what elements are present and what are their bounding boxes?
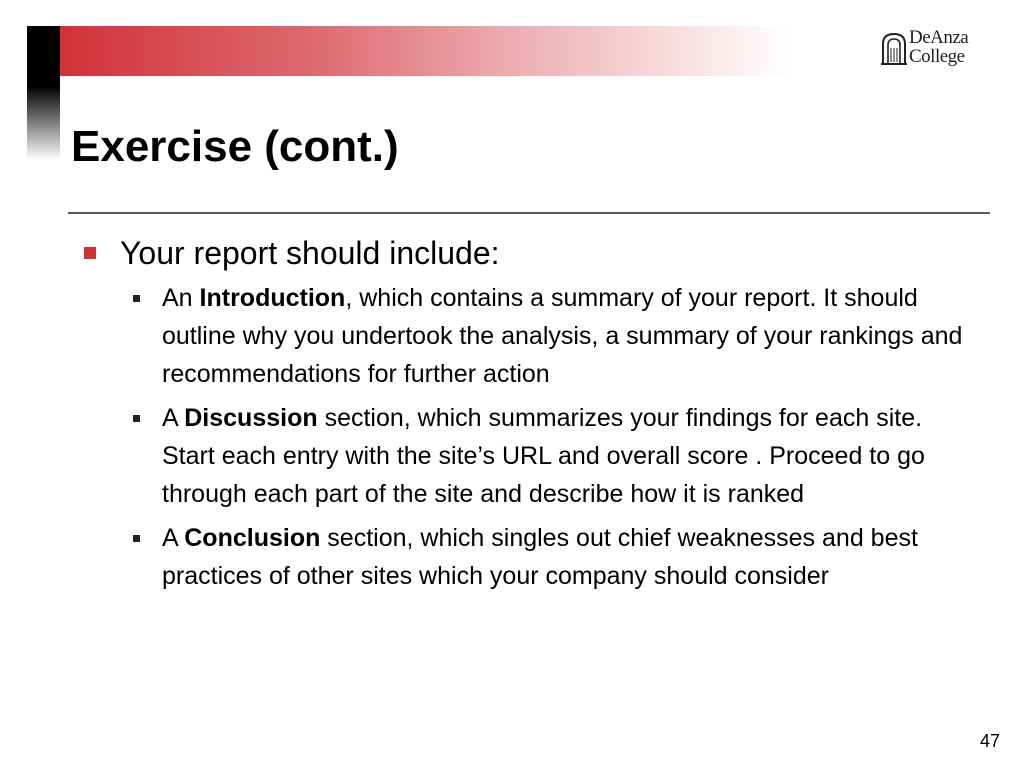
slide-title: Exercise (cont.) [71, 122, 399, 171]
bullet-description: section, which summarizes your findings for each site. Start each entry with the site’s URL and overall score . Proceed to go through each part of the site and describe how it is ranked [162, 404, 925, 508]
main-bullet-text: Your report should include: [120, 235, 500, 271]
main-bullet [80, 231, 990, 275]
bullet-prefix: A [162, 524, 185, 552]
bullet-prefix: An [162, 284, 200, 312]
slide-body [80, 231, 990, 601]
small-square-bullet-icon [133, 295, 140, 302]
title-divider [68, 212, 990, 214]
square-bullet-icon [84, 247, 96, 259]
bullet-keyword: Discussion [184, 404, 318, 432]
bullet-keyword: Conclusion [184, 524, 321, 552]
sub-bullet-introduction [80, 279, 972, 393]
small-square-bullet-icon [133, 415, 140, 422]
sub-bullet-discussion [80, 399, 972, 513]
bullet-prefix: A [162, 404, 185, 432]
logo-wordmark [909, 28, 968, 66]
sub-bullet-list [80, 279, 990, 595]
logo-line-2: College [909, 46, 965, 67]
bullet-keyword: Introduction [199, 284, 346, 312]
bullet-description: section, which singles out chief weaknesses and best practices of other sites which your company should consider [162, 524, 918, 590]
building-icon [880, 30, 908, 66]
sub-bullet-conclusion [80, 519, 972, 595]
bullet-description: , which contains a summary of your report. It should outline why you undertook the analysis, a summary of your rankings and recommendations for further action [162, 284, 963, 388]
small-square-bullet-icon [133, 535, 140, 542]
logo-line-1: DeAnza [909, 27, 969, 48]
left-accent-bar [27, 26, 60, 160]
college-logo [880, 28, 990, 70]
page-number: 47 [979, 731, 1000, 751]
top-gradient-band [60, 26, 790, 76]
